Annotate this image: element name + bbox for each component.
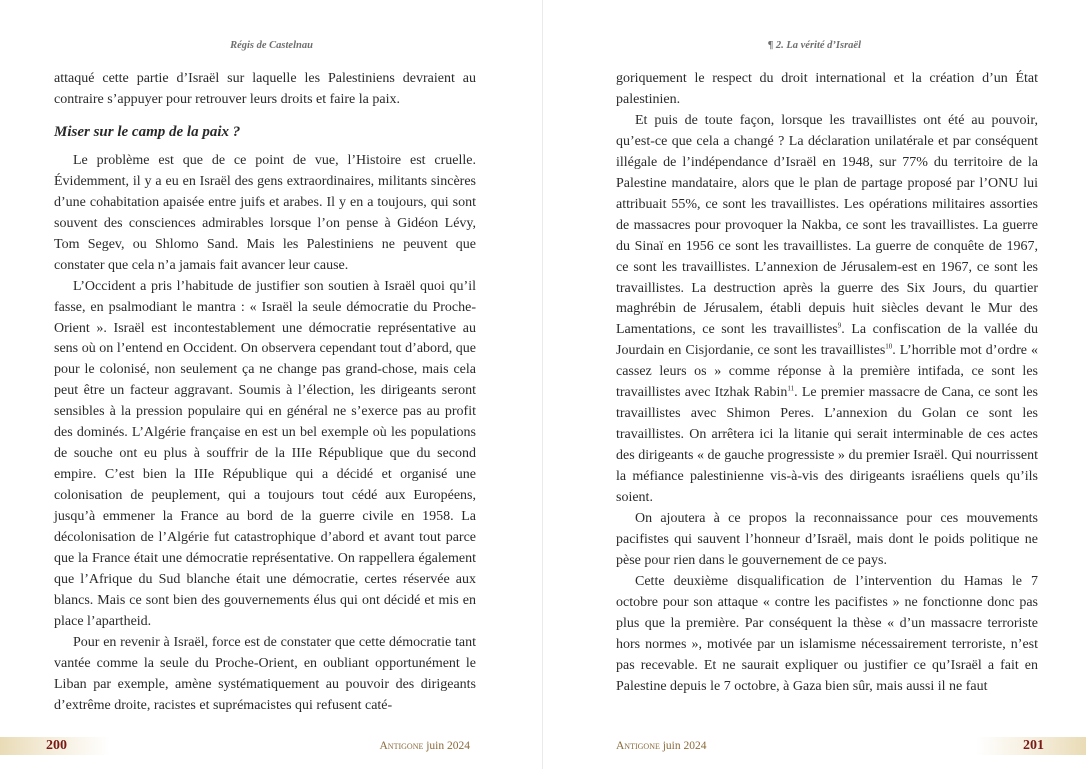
page-footer xyxy=(0,737,543,755)
page-number: 200 xyxy=(46,738,67,753)
running-head-author: Régis de Castelnau xyxy=(230,40,313,51)
paragraph: On ajoutera à ce propos la reconnaissance pour ces mouvements pacifistes qui sauvent l’honneur d’Israël, mais dont le poids politique ne pèse pour rien dans le gouvernement de ce pays. xyxy=(616,511,1038,568)
paragraph: Pour en revenir à Israël, force est de constater que cette démocratie tant vantée comme la seule du Proche-Orient, en oubliant opportunément le Liban par exemple, amène systématiquement au pouvoir des dirigeants d’extrême droite, racistes et suprémacistes qui refusent caté- xyxy=(54,634,476,713)
running-head-chapter: ¶ 2. La vérité d’Israël xyxy=(767,40,862,51)
right-page xyxy=(543,0,1086,769)
page-number: 201 xyxy=(1023,738,1044,753)
right-text-block xyxy=(616,69,1038,698)
footnote-ref-10[interactable]: 10 xyxy=(885,342,893,351)
journal-date: juin 2024 xyxy=(662,740,707,752)
paragraph: L’Occident a pris l’habitude de justifier son soutien à Israël quoi qu’il fasse, en psalmodiant le mantra : « Israël la seule démocratie du Proche-Orient ». Israël est incontestablement une démocratie représentative au sens où on l’entend en Occident. On observera cependant tout d’abord, que pour le colonisé, non seulement ça ne change pas grand-chose, mais cela peut être un facteur aggravant. Soumis à l’élection, les dirigeants seront sensibles à la pression populaire qui en général ne s’exerce pas au profit des dominés. L’Algérie française en est un bel exemple où les populations de souche ont eu plus à souffrir de la IIIe République que du second empire. C’est bien la IIIe République qui a décidé et organisé une colonisation de peuplement, qui a toujours tout cédé aux Européens, jusqu’à emmener la France au bord de la guerre civile en 1958. La décolonisation de l’Algérie fut catastrophique d’abord et avant tout parce que la France était une démocratie représentative. On rappellera également que l’Afrique du Sud blanche était une démocratie, certes réservée aux blancs. Mais ce sont bien des gouvernements élus qui ont décidé et mis en place l’apartheid. xyxy=(54,278,476,629)
paragraph xyxy=(616,111,1038,509)
journal-imprint xyxy=(380,737,471,755)
journal-name: Antigone xyxy=(379,740,424,752)
paragraph: Cette deuxième disqualification de l’intervention du Hamas le 7 octobre pour son attaque « contre les pacifistes » ne fonctionne donc pas plus que la première. Par conséquent la thèse « d’un massacre terroriste hors normes », motivée par un islamisme nécessairement terroriste, n’est pas recevable. Et ne saurait expliquer ou justifier ce qu’Israël a fait en Palestine depuis le 7 octobre, à Gaza bien sûr, mais aussi il ne faut xyxy=(616,573,1038,694)
journal-name: Antigone xyxy=(616,740,660,752)
paragraph-text: . La confiscation de la vallée du Jourdain en Cisjordanie, ce sont les travaillistes xyxy=(616,322,1038,359)
journal-date: juin 2024 xyxy=(426,740,470,752)
section-subheading: Miser sur le camp de la paix ? xyxy=(54,123,241,140)
paragraph: goriquement le respect du droit international et la création d’un État palestinien. xyxy=(616,71,1038,107)
footnote-ref-9[interactable]: 9 xyxy=(837,321,842,330)
paragraph: Le problème est que de ce point de vue, l’Histoire est cruelle. Évidemment, il y a eu en Israël des gens extraordinaires, militants sincères d’une cohabitation apaisée entre juifs et arabes. Il y en a toujours, qui sont souvent des consciences admirables lorsque l’on pense à Gidéon Lévy, Tom Segev, ou Shlomo Sand. Mais les Palestiniens ne peuvent que constater que cela n’a jamais fait avancer leur cause. xyxy=(54,152,476,273)
journal-imprint xyxy=(616,737,707,755)
page-footer xyxy=(543,737,1086,755)
footnote-ref-11[interactable]: 11 xyxy=(787,384,795,393)
paragraph-text: Et puis de toute façon, lorsque les travaillistes ont été au pouvoir, qu’est-ce que cela a changé ? La déclaration unilatérale et par conséquent illégale de l’indépendance d’Israël en 1948, sur 77% du territoire de la Palestine mandataire, alors que le plan de partage proposé par l’ONU lui attribuait 55%, ce sont les travaillistes. Les opérations militaires assorties de massacres pour provoquer la Nakba, ce sont les travaillistes. La guerre du Sinaï en 1956 ce sont les travaillistes. La guerre de conquête de 1967, ce sont les travaillistes. L’annexion de Jérusalem-est en 1967, ce sont les travaillistes. La destruction après la guerre des Six Jours, du quartier maghrébin de Jérusalem, établi depuis huit siècles devant le Mur des Lamentations, ce sont les travaillistes xyxy=(616,112,1038,338)
left-text-block xyxy=(54,69,476,717)
paragraph-text: . L’horrible mot d’ordre « cassez leurs os » comme réponse à la première intifada, ce sont les travaillistes avec Itzhak Rabin xyxy=(616,343,1038,401)
paragraph-text: . Le premier massacre de Cana, ce sont les travaillistes avec Shimon Peres. L’annexion du Golan ce sont les travaillistes. On arrêtera ici la litanie qui serait interminable de ces actes des dirigeants « de gauche progressiste » du premier Israël. Qui nourrissent la méfiance palestinienne vis-à-vis des dirigeants israéliens quels qu’ils soient. xyxy=(616,385,1038,506)
paragraph: attaqué cette partie d’Israël sur laquelle les Palestiniens devraient au contraire s’appuyer pour retrouver leurs droits et faire la paix. xyxy=(54,71,476,107)
